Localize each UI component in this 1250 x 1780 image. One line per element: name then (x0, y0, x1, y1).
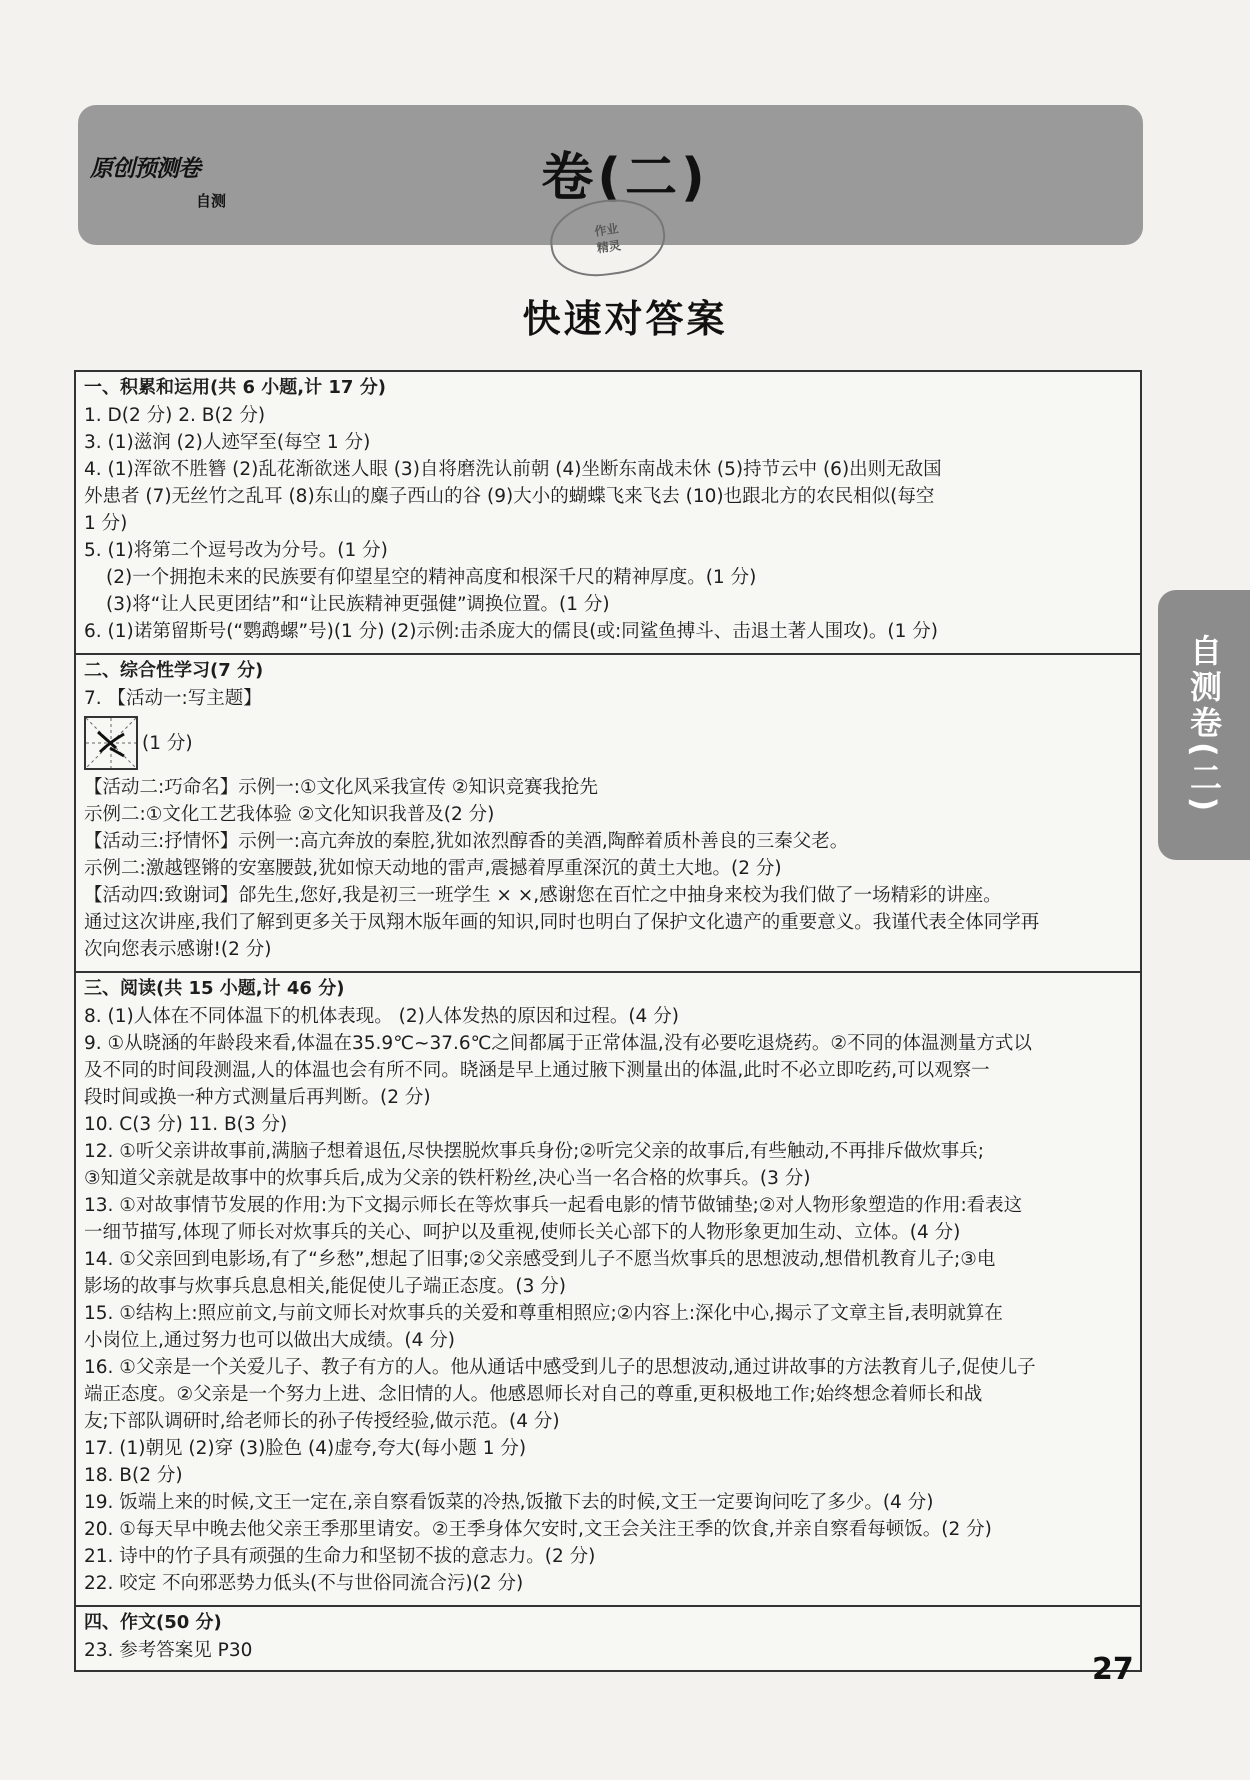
brand-name: 原创预测卷 (90, 156, 200, 182)
answer-line: 1 分) (84, 513, 128, 534)
answer-line: 23. 参考答案见 P30 (84, 1640, 253, 1661)
answer-line: 15. ①结构上:照应前文,与前文师长对炊事兵的关爱和尊重相照应;②内容上:深化中心,揭示了文章主旨,表明就算在 (84, 1303, 1003, 1324)
section-1 (76, 372, 1140, 655)
page-number: 27 (1092, 1652, 1134, 1687)
answer-line: 9. ①从晓涵的年龄段来看,体温在35.9℃~37.6℃之间都属于正常体温,没有必要吃退烧药。②不同的体温测量方式以 (84, 1033, 1032, 1054)
section-heading: 四、作文(50 分) (84, 1612, 222, 1633)
answer-line: 22. 咬定 不向邪恶势力低头(不与世俗同流合污)(2 分) (84, 1573, 524, 1594)
answer-line: 16. ①父亲是一个关爱儿子、教子有方的人。他从通话中感受到儿子的思想波动,通过讲故事的方法教育儿子,促使儿子 (84, 1357, 1036, 1378)
answer-line: 示例二:激越铿锵的安塞腰鼓,犹如惊天动地的雷声,震撼着厚重深沉的黄土大地。(2 分) (84, 858, 782, 879)
answer-line: 示例二:①文化工艺我体验 ②文化知识我普及(2 分) (84, 804, 495, 825)
answer-line: 小岗位上,通过努力也可以做出大成绩。(4 分) (84, 1330, 455, 1351)
answer-line: ③知道父亲就是故事中的炊事兵后,成为父亲的铁杆粉丝,决心当一名合格的炊事兵。(3 分) (84, 1168, 811, 1189)
section-4 (76, 1607, 1140, 1672)
answer-line: 段时间或换一种方式测量后再判断。(2 分) (84, 1087, 431, 1108)
answer-line: 友;下部队调研时,给老师长的孙子传授经验,做示范。(4 分) (84, 1411, 560, 1432)
answer-line: (2)一个拥抱未来的民族要有仰望星空的精神高度和根深千尺的精神厚度。(1 分) (106, 567, 757, 588)
answer-line: 14. ①父亲回到电影场,有了“乡愁”,想起了旧事;②父亲感受到儿子不愿当炊事兵的思想波动,想借机教育儿子;③电 (84, 1249, 996, 1270)
section-heading: 二、综合性学习(7 分) (84, 660, 264, 681)
section-3 (76, 973, 1140, 1607)
answer-line: 及不同的时间段测温,人的体温也会有所不同。晓涵是早上通过腋下测量出的体温,此时不必立即吃药,可以观察一 (84, 1060, 990, 1081)
answer-score: (1 分) (142, 732, 193, 754)
answer-line: 5. (1)将第二个逗号改为分号。(1 分) (84, 540, 388, 561)
section-2 (76, 655, 1140, 973)
answer-line: 13. ①对故事情节发展的作用:为下文揭示师长在等炊事兵一起看电影的情节做铺垫;②对人物形象塑造的作用:看表这 (84, 1195, 1023, 1216)
quick-answer-title: 快速对答案 (522, 297, 728, 341)
brand-sub: 自测 (196, 192, 227, 210)
answer-line: 3. (1)滋润 (2)人迹罕至(每空 1 分) (84, 432, 371, 453)
answer-line: 一细节描写,体现了师长对炊事兵的关心、呵护以及重视,使师长关心部下的人物形象更加生动、立体。(4 分) (84, 1222, 961, 1243)
stamp-seal: 作业 精灵 (545, 192, 669, 282)
calligraphy-grid-icon (84, 716, 138, 770)
paper-title: 卷(二) (541, 148, 709, 208)
answer-line: (3)将“让人民更团结”和“让民族精神更强健”调换位置。(1 分) (106, 594, 610, 615)
answer-line: 1. D(2 分) 2. B(2 分) (84, 405, 266, 426)
answer-line: 20. ①每天早中晚去他父亲王季那里请安。②王季身体欠安时,文王会关注王季的饮食,并亲自察看每顿饭。(2 分) (84, 1519, 992, 1540)
answer-line: 【活动二:巧命名】示例一:①文化风采我宣传 ②知识竞赛我抢先 (84, 777, 599, 798)
answer-box (74, 370, 1142, 1672)
answer-line: 6. (1)诺第留斯号(“鹦鹉螺”号)(1 分) (2)示例:击杀庞大的儒艮(或:同鲨鱼搏斗、击退土著人围攻)。(1 分) (84, 621, 939, 642)
answer-line: 外患者 (7)无丝竹之乱耳 (8)东山的麋子西山的谷 (9)大小的蝴蝶飞来飞去 (10)也跟北方的农民相似(每空 (84, 486, 935, 507)
answer-line: 影场的故事与炊事兵息息相关,能促使儿子端正态度。(3 分) (84, 1276, 566, 1297)
answer-line: 【活动三:抒情怀】示例一:高亢奔放的秦腔,犹如浓烈醇香的美酒,陶醉着质朴善良的三秦父老。 (84, 831, 849, 852)
answer-line: 17. (1)朝见 (2)穿 (3)脸色 (4)虚夸,夸大(每小题 1 分) (84, 1438, 527, 1459)
answer-line: 12. ①听父亲讲故事前,满脑子想着退伍,尽快摆脱炊事兵身份;②听完父亲的故事后,有些触动,不再排斥做炊事兵; (84, 1141, 984, 1162)
answer-line: 8. (1)人体在不同体温下的机体表现。 (2)人体发热的原因和过程。(4 分) (84, 1006, 679, 1027)
answer-line: 7. 【活动一:写主题】 (84, 688, 262, 709)
side-tab-label: 自测卷(二) (1185, 634, 1223, 816)
answer-line: 18. B(2 分) (84, 1465, 183, 1486)
answer-line: 【活动四:致谢词】郃先生,您好,我是初三一班学生 × ×,感谢您在百忙之中抽身来校为我们做了一场精彩的讲座。 (84, 885, 1002, 906)
answer-line: 21. 诗中的竹子具有顽强的生命力和坚韧不拔的意志力。(2 分) (84, 1546, 596, 1567)
answer-line (84, 712, 1132, 774)
answer-line: 端正态度。②父亲是一个努力上进、念旧情的人。他感恩师长对自己的尊重,更积极地工作;始终想念着师长和战 (84, 1384, 983, 1405)
section-heading: 一、积累和运用(共 6 小题,计 17 分) (84, 377, 386, 398)
side-tab (1158, 590, 1250, 860)
answer-line: 10. C(3 分) 11. B(3 分) (84, 1114, 288, 1135)
answer-line: 19. 饭端上来的时候,文王一定在,亲自察看饭菜的冷热,饭撤下去的时候,文王一定要询问吃了多少。(4 分) (84, 1492, 934, 1513)
section-heading: 三、阅读(共 15 小题,计 46 分) (84, 978, 345, 999)
answer-line: 通过这次讲座,我们了解到更多关于凤翔木版年画的知识,同时也明白了保护文化遗产的重要意义。我谨代表全体同学再 (84, 912, 1040, 933)
answer-line: 次向您表示感谢!(2 分) (84, 939, 272, 960)
answer-line: 4. (1)浑欲不胜簪 (2)乱花渐欲迷人眼 (3)自将磨洗认前朝 (4)坐断东南战未休 (5)持节云中 (6)出则无敌国 (84, 459, 942, 480)
